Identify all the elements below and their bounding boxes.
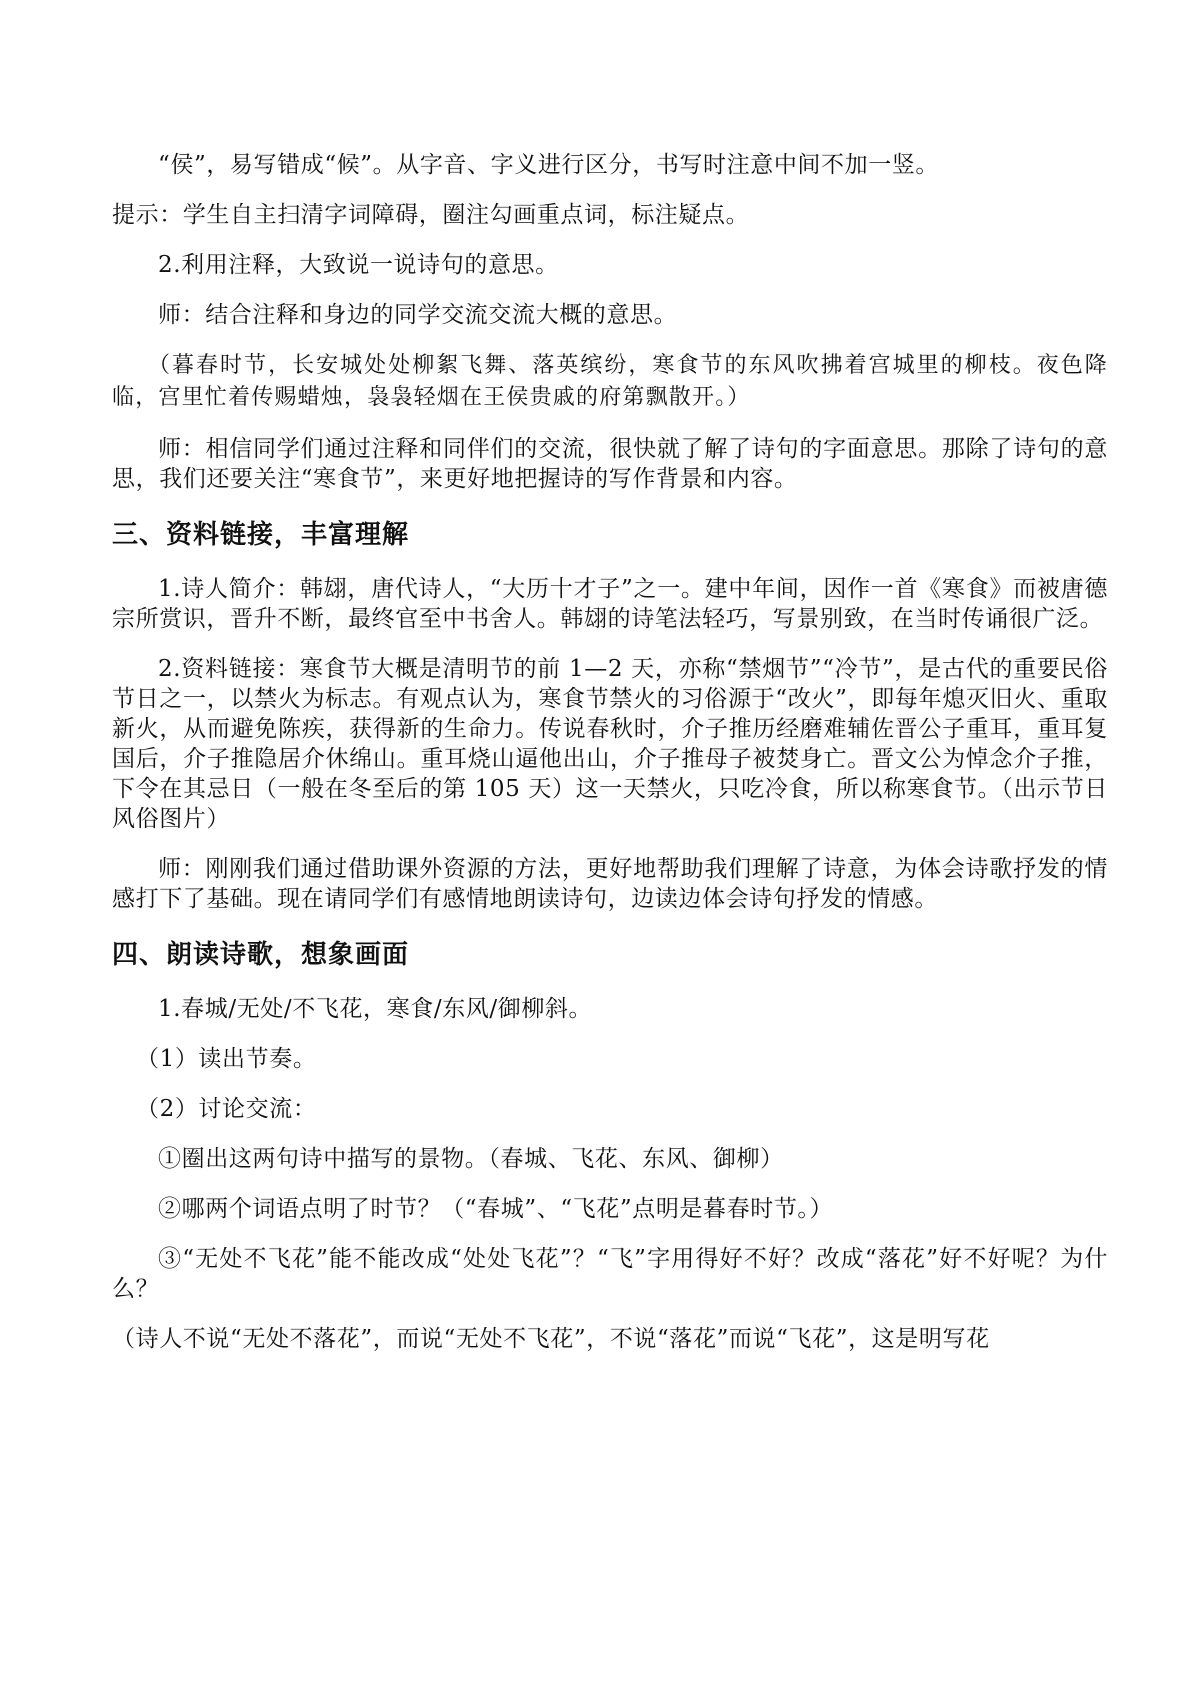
paragraph-teacher-1: 师：结合注释和身边的同学交流交流大概的意思。 [158, 302, 678, 328]
paragraph-answer: （诗人不说“无处不落花”，而说“无处不飞花”，不说“落花”而说“飞花”，这是明写花 [112, 1326, 990, 1352]
paragraph-poem-line: 1.春城/无处/不飞花，寒食/东风/御柳斜。 [158, 996, 593, 1022]
paragraph-question-2: ②哪两个词语点明了时节？（“春城”、“飞花”点明是暮春时节。） [158, 1196, 834, 1222]
paragraph-rhythm: （1）读出节奏。 [136, 1046, 317, 1072]
section-heading-3: 三、资料链接，丰富理解 [112, 520, 410, 550]
paragraph-resource-link: 2.资料链接：寒食节大概是清明节的前 1—2 天，亦称“禁烟节”“冷节”，是古代的重要民俗节日之一，以禁火为标志。有观点认为，寒食节禁火的习俗源于“改火”，即每年熄灭旧火、重取新火，从而避免陈疾，获得新的生命力。传说春秋时，介子推历经磨难辅佐晋公子重耳，重耳复国后，介子推隐居介休绵山。重耳烧山逼他出山，介子推母子被焚身亡。晋文公为悼念介子推，下令在其忌日（一般在冬至后的第 105 天）这一天禁火，只吃冷食，所以称寒食节。（出示节日风俗图片） [112, 656, 1108, 832]
paragraph-question-3: ③“无处不飞花”能不能改成“处处飞花”？“飞”字用得好不好？改成“落花”好不好呢？为什么？ [112, 1246, 1108, 1302]
paragraph-teacher-2: 师：相信同学们通过注释和同伴们的交流，很快就了解了诗句的字面意思。那除了诗句的意思，我们还要关注“寒食节”，来更好地把握诗的写作背景和内容。 [112, 436, 1108, 492]
paragraph-question-1: ①圈出这两句诗中描写的景物。（春城、飞花、东风、御柳） [158, 1146, 784, 1172]
paragraph-translation: （暮春时节，长安城处处柳絮飞舞、落英缤纷，寒食节的东风吹拂着宫城里的柳枝。夜色降临，宫里忙着传赐蜡烛，袅袅轻烟在王侯贵戚的府第飘散开。） [112, 353, 1108, 410]
paragraph-poet-intro: 1.诗人简介：韩翃，唐代诗人，“大历十才子”之一。建中年间，因作一首《寒食》而被唐德宗所赏识，晋升不断，最终官至中书舍人。韩翃的诗笔法轻巧，写景别致，在当时传诵很广泛。 [112, 576, 1108, 632]
paragraph-discussion: （2）讨论交流： [136, 1096, 317, 1122]
paragraph-char-note: “侯”，易写错成“候”。从字音、字义进行区分，书写时注意中间不加一竖。 [158, 152, 940, 178]
paragraph-step-2: 2.利用注释，大致说一说诗句的意思。 [158, 252, 559, 278]
paragraph-hint: 提示：学生自主扫清字词障碍，圈注勾画重点词，标注疑点。 [112, 202, 750, 228]
section-heading-4: 四、朗读诗歌，想象画面 [112, 940, 410, 970]
paragraph-teacher-3: 师：刚刚我们通过借助课外资源的方法，更好地帮助我们理解了诗意，为体会诗歌抒发的情感打下了基础。现在请同学们有感情地朗读诗句，边读边体会诗句抒发的情感。 [112, 856, 1108, 912]
